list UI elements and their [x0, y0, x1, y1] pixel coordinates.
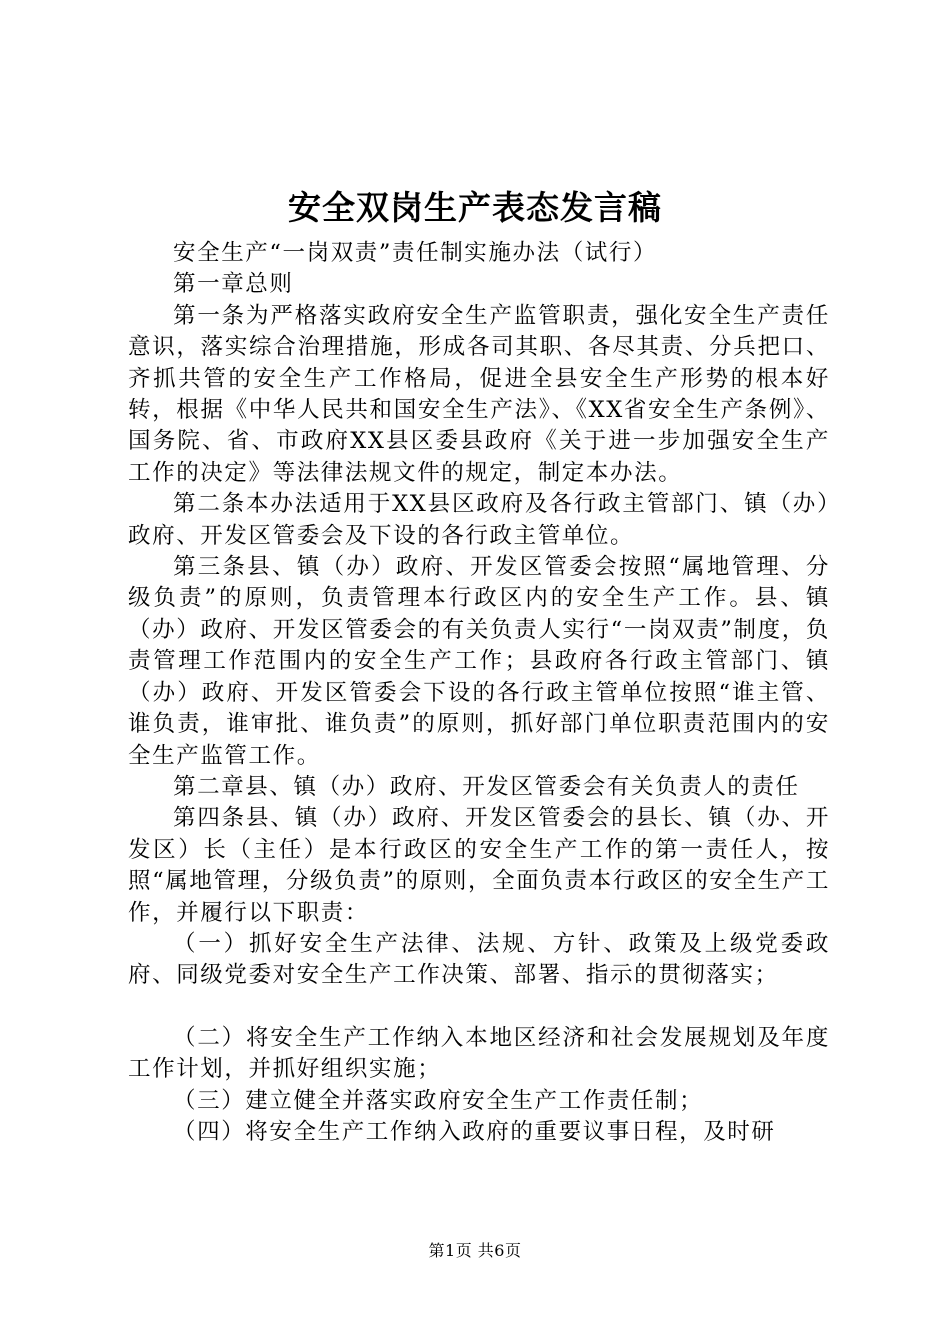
- chapter-heading: 第二章县、镇（办）政府、开发区管委会有关负责人的责任: [173, 773, 800, 800]
- chapter-heading: 第一章总则: [173, 271, 294, 298]
- list-item-paragraph: （二）将安全生产工作纳入本地区经济和社会发展规划及年度工作计划，并抓好组织实施；: [128, 1024, 830, 1083]
- article-paragraph: 第一条为严格落实政府安全生产监管职责，强化安全生产责任意识，落实综合治理措施，形成各司其职、各尽其责、分兵把口、齐抓共管的安全生产工作格局，促进全县安全生产形势的根本好转，根据《中华人民共和国安全生产法》、《XX省安全生产条例》、国务院、省、市政府XX县区委县政府《关于进一步加强安全生产工作的决定》等法律法规文件的规定，制定本办法。: [128, 302, 830, 486]
- article-paragraph: 第四条县、镇（办）政府、开发区管委会的县长、镇（办、开发区）长（主任）是本行政区的安全生产工作的第一责任人，按照“属地管理，分级负责”的原则，全面负责本行政区的安全生产工作，并履行以下职责：: [128, 805, 830, 926]
- document-body: [128, 238, 830, 1148]
- page-number-footer: 第1页 共6页: [428, 1241, 522, 1260]
- article-paragraph: 第二条本办法适用于XX县区政府及各行政主管部门、镇（办）政府、开发区管委会及下设的各行政主管单位。: [128, 491, 830, 549]
- list-item-paragraph: （四）将安全生产工作纳入政府的重要议事日程，及时研: [173, 1118, 776, 1145]
- subtitle-paragraph: 安全生产“一岗双责”责任制实施办法（试行）: [173, 240, 658, 266]
- list-item-paragraph: （一）抓好安全生产法律、法规、方针、政策及上级党委政府、同级党委对安全生产工作决策、部署、指示的贯彻落实；: [128, 930, 830, 989]
- list-item-paragraph: （三）建立健全并落实政府安全生产工作责任制；: [173, 1087, 704, 1114]
- page-title: 安全双岗生产表态发言稿: [288, 188, 662, 227]
- article-paragraph: 第三条县、镇（办）政府、开发区管委会按照“属地管理、分级负责”的原则，负责管理本行政区内的安全生产工作。县、镇（办）政府、开发区管委会的有关负责人实行“一岗双责”制度，负责管理工作范围内的安全生产工作；县政府各行政主管部门、镇（办）政府、开发区管委会下设的各行政主管单位按照“谁主管、谁负责，谁审批、谁负责”的原则，抓好部门单位职责范围内的安全生产监管工作。: [128, 554, 830, 769]
